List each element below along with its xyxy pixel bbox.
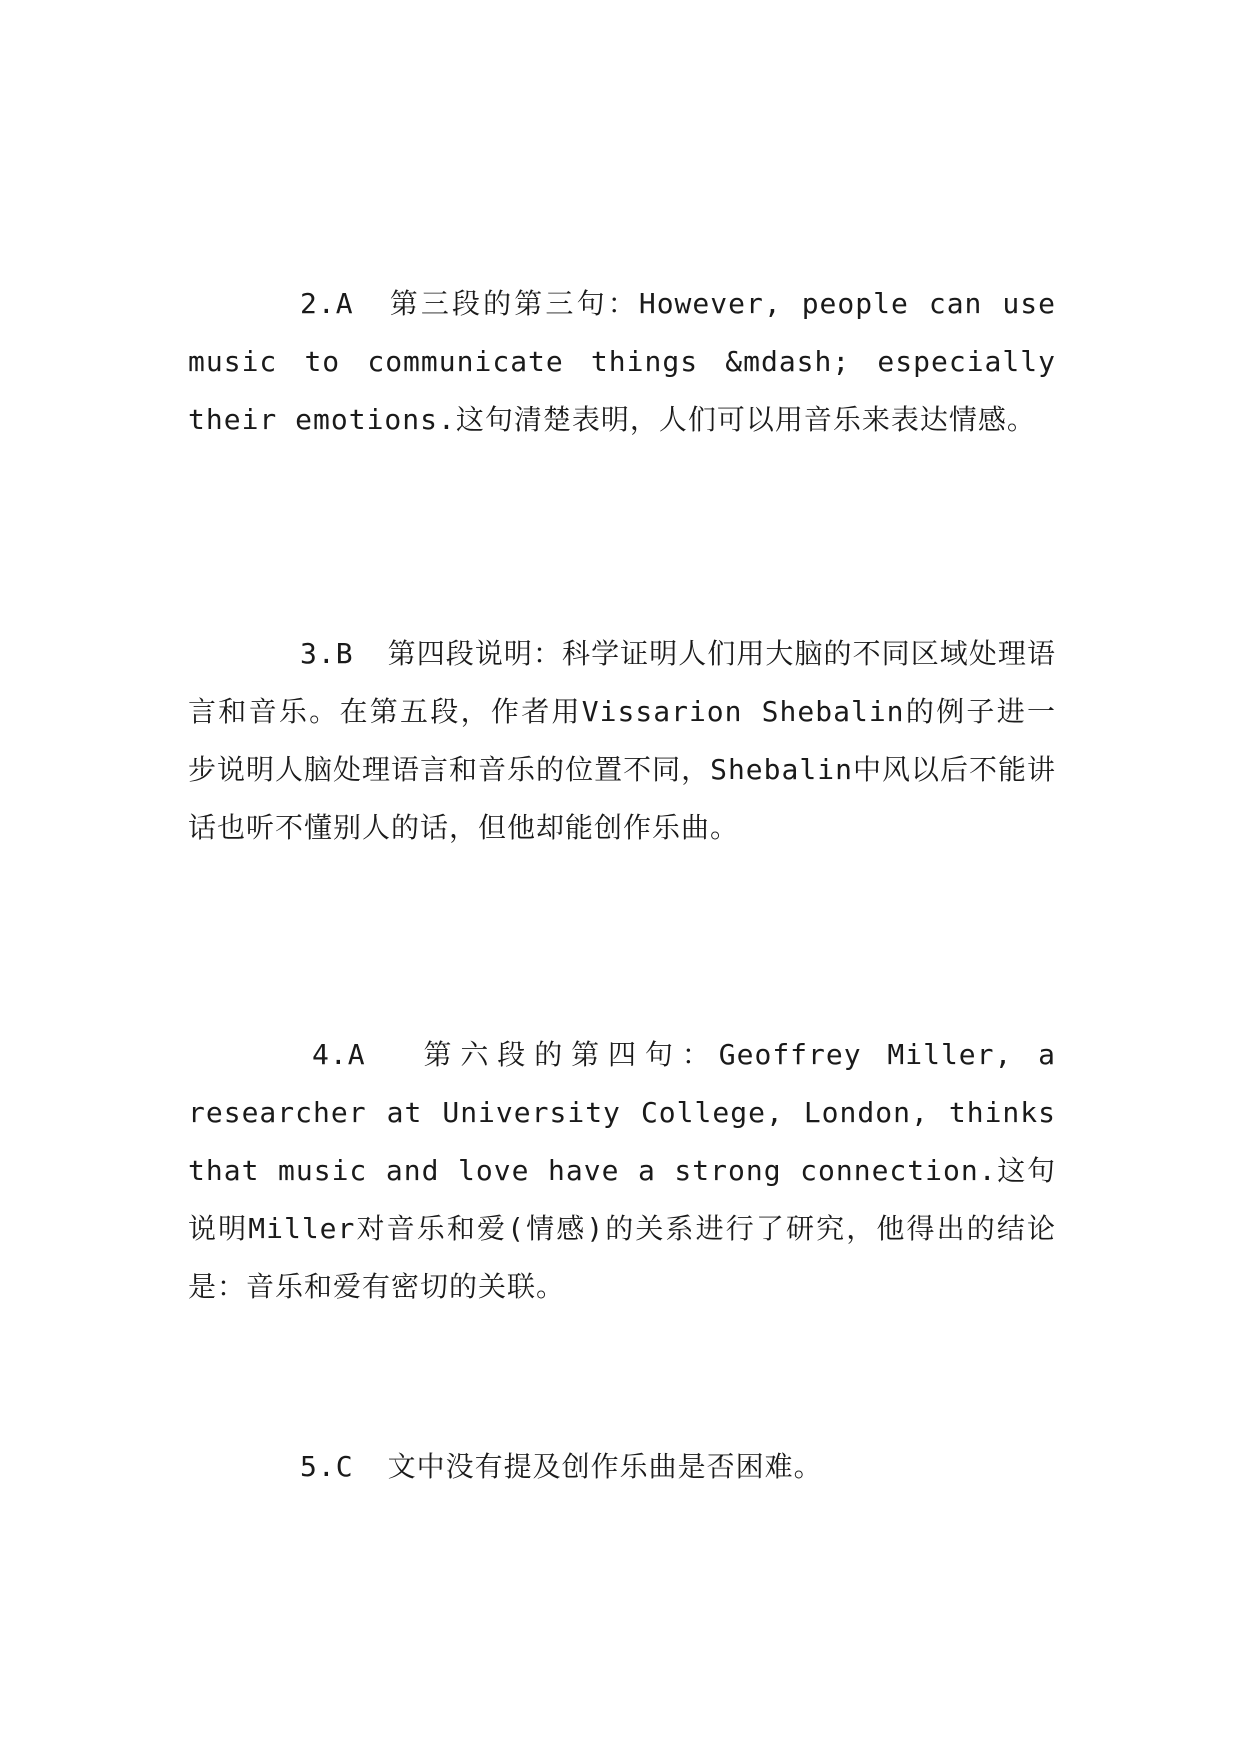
answer-explanation: 第四段说明：科学证明人们用大脑的不同区域处理语言和音乐。在第五段，作者用Vissarion Shebalin的例子进一步说明人脑处理语言和音乐的位置不同，Shebalin中风以后不能讲话也听不懂别人的话，但他却能创作乐曲。 — [188, 637, 1056, 844]
answer-label: 4.A — [312, 1038, 366, 1071]
answer-label: 2.A — [300, 287, 354, 320]
answer-label: 5.C — [300, 1450, 354, 1483]
answer-paragraph-5 — [188, 1438, 1056, 1496]
answer-label: 3.B — [300, 637, 354, 670]
answer-paragraph-3 — [188, 625, 1056, 857]
answer-paragraph-2 — [188, 275, 1056, 449]
answer-explanation: 文中没有提及创作乐曲是否困难。 — [387, 1450, 823, 1483]
answer-explanation: 第六段的第四句：Geoffrey Miller, a researcher at University College, London, thinks that music and love have a strong connection.这句说明Miller对音乐和爱(情感)的关系进行了研究，他得出的结论是：音乐和爱有密切的关联。 — [188, 1038, 1056, 1303]
answer-paragraph-4 — [188, 1026, 1056, 1316]
answer-explanation: 第三段的第三句：However, people can use music to communicate things &mdash; especially their emotions.这句清楚表明，人们可以用音乐来表达情感。 — [188, 287, 1056, 436]
